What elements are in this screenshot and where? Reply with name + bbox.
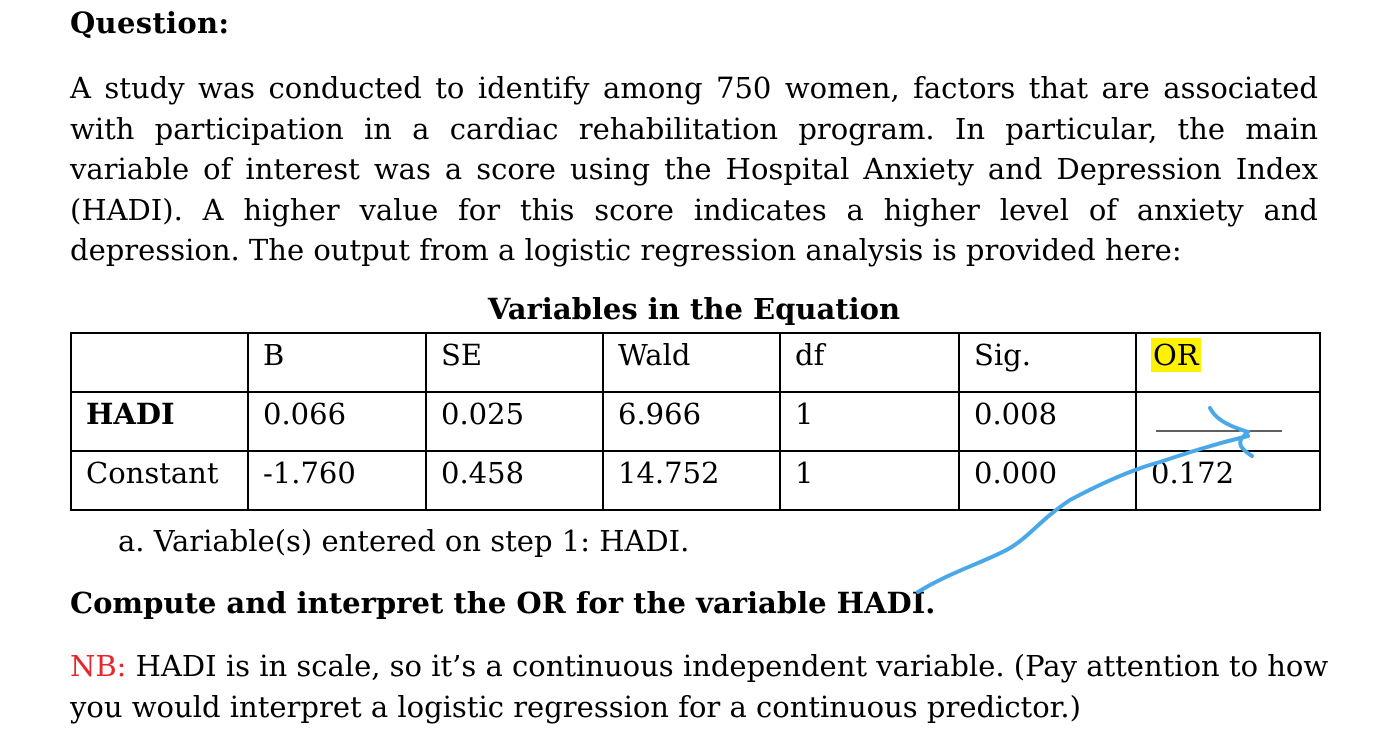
task-statement: Compute and interpret the OR for the variable HADI. — [70, 586, 936, 620]
header-wald: Wald — [603, 333, 780, 392]
header-sig: Sig. — [959, 333, 1136, 392]
hadi-sig: 0.008 — [959, 392, 1136, 451]
question-paragraph: A study was conducted to identify among 750 women, factors that are associated with participation in a cardiac rehabilitation program. In particular, the main variable of interest was a score using the Hospital Anxiety and Depression Index (HADI). A higher value for this score indicates a higher level of anxiety and depression. The output from a logistic regression analysis is provided here: — [70, 71, 1318, 267]
header-or: OR — [1153, 338, 1199, 372]
question-heading: Question: — [70, 6, 230, 40]
note-label: NB: — [70, 649, 127, 683]
constant-b: -1.760 — [248, 451, 426, 510]
table-header-row — [71, 333, 1320, 392]
header-df: df — [780, 333, 959, 392]
header-empty — [71, 333, 248, 392]
constant-or: 0.172 — [1136, 451, 1320, 510]
results-table — [70, 332, 1321, 511]
table-row — [71, 392, 1320, 451]
hadi-b: 0.066 — [248, 392, 426, 451]
constant-sig: 0.000 — [959, 451, 1136, 510]
hadi-or — [1136, 392, 1320, 451]
constant-wald: 14.752 — [603, 451, 780, 510]
table-footnote: a. Variable(s) entered on step 1: HADI. — [118, 524, 690, 558]
note-paragraph — [70, 646, 1330, 728]
constant-se: 0.458 — [426, 451, 603, 510]
hadi-df: 1 — [780, 392, 959, 451]
header-b: B — [248, 333, 426, 392]
hadi-wald: 6.966 — [603, 392, 780, 451]
table-title: Variables in the Equation — [487, 292, 901, 326]
header-se: SE — [426, 333, 603, 392]
header-or-cell — [1136, 333, 1320, 392]
row-label-constant: Constant — [71, 451, 248, 510]
table-row — [71, 451, 1320, 510]
row-label-hadi: HADI — [71, 392, 248, 451]
hadi-se: 0.025 — [426, 392, 603, 451]
note-text: HADI is in scale, so it’s a continuous independent variable. (Pay attention to how you would interpret a logistic regression for a continuous predictor.) — [70, 649, 1329, 724]
constant-df: 1 — [780, 451, 959, 510]
